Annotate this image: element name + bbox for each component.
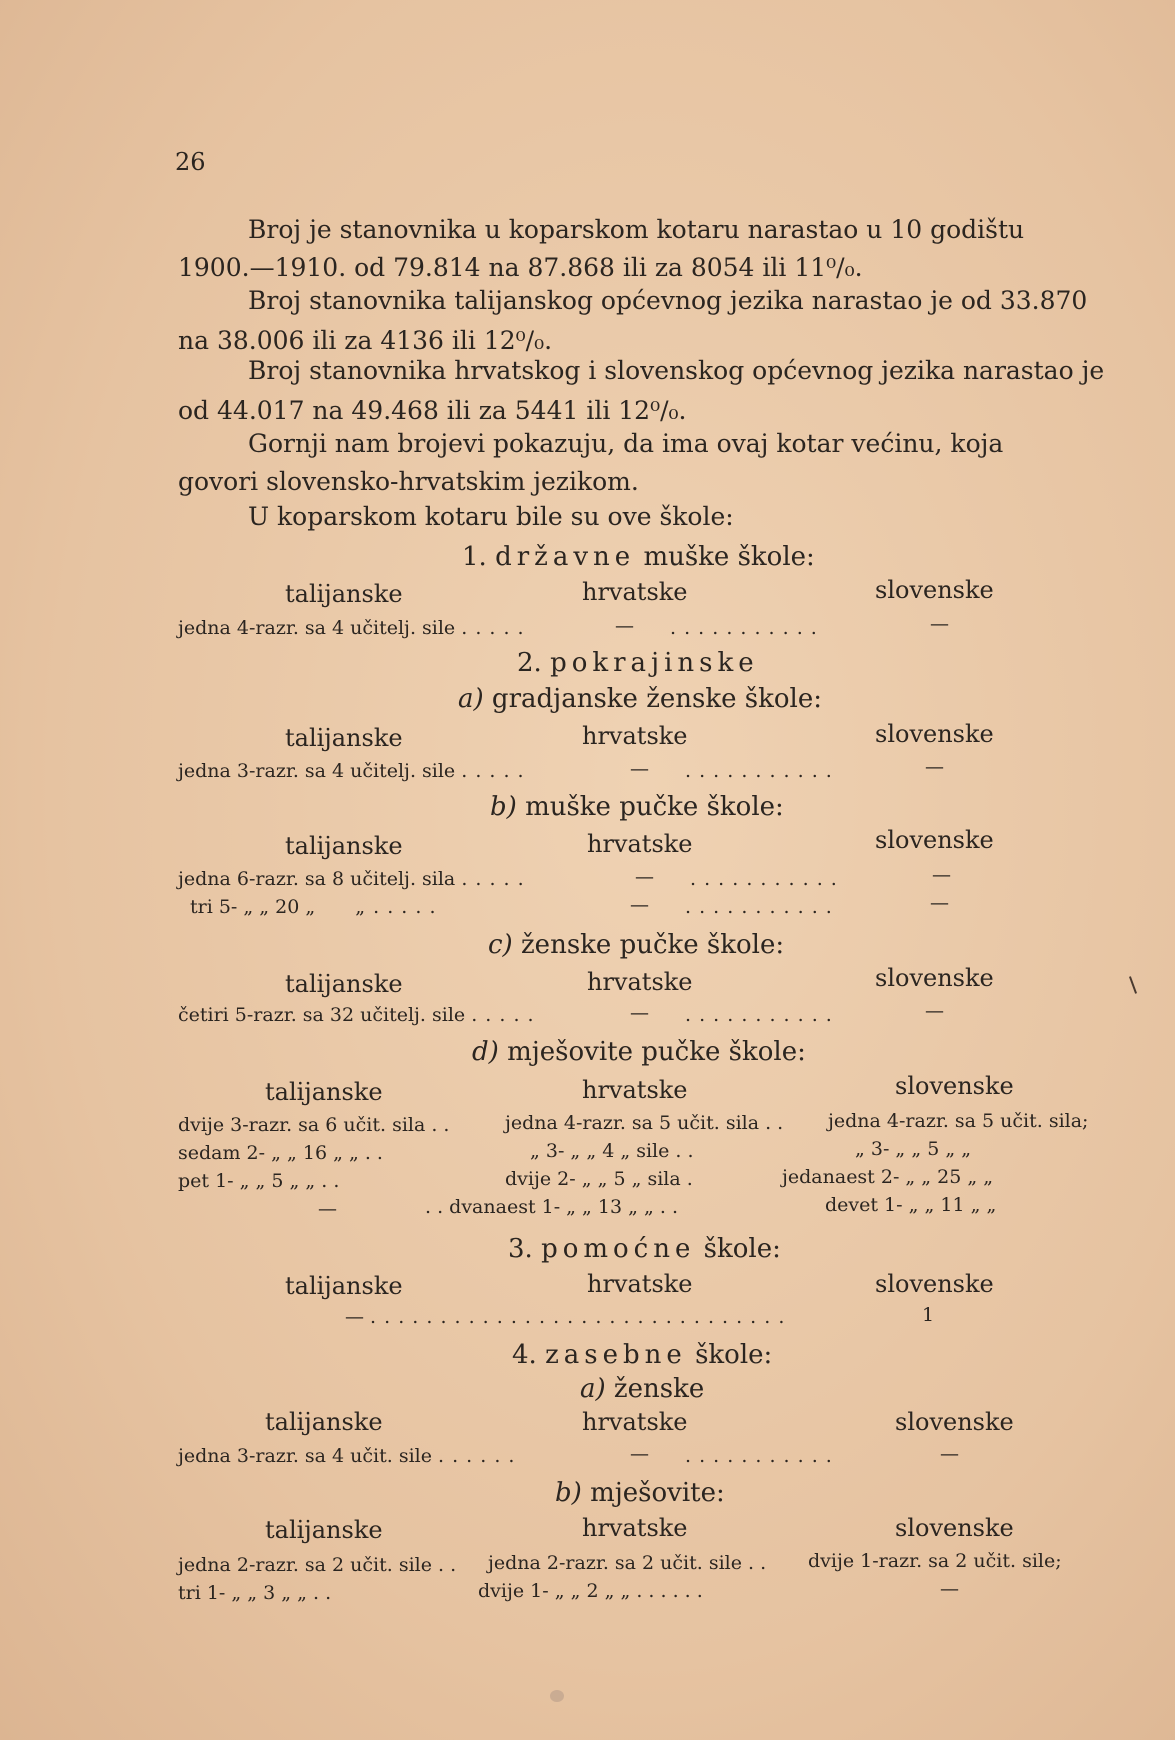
ink-smudge bbox=[550, 1690, 564, 1702]
cell-slovenske: — bbox=[925, 756, 944, 778]
leader-dots: . . . . . . bbox=[438, 1445, 516, 1467]
leader-dots: . . . . . . . . . . . bbox=[685, 1445, 833, 1467]
column-header-talijanske: talijanske bbox=[285, 1272, 403, 1300]
column-header-hrvatske: hrvatske bbox=[582, 1076, 688, 1104]
cell-hrvatske: . . dvanaest 1- „ „ 13 „ „ . . bbox=[425, 1196, 679, 1218]
section-1-number: 1. bbox=[462, 542, 487, 572]
section-4a-heading bbox=[580, 1374, 704, 1404]
section-2d-title: mješovite pučke škole: bbox=[507, 1037, 806, 1067]
cell-hrvatske: — bbox=[635, 866, 654, 888]
cell-talijanske: jedna 6-razr. sa 8 učitelj. sila bbox=[178, 868, 456, 890]
column-header-talijanske: talijanske bbox=[285, 832, 403, 860]
column-header-slovenske: slovenske bbox=[875, 576, 994, 604]
section-4b-title: mješovite: bbox=[590, 1478, 725, 1508]
cell-talijanske: jedna 2-razr. sa 2 učit. sile . . bbox=[178, 1554, 457, 1576]
cell-hrvatske: jedna 4-razr. sa 5 učit. sila . . bbox=[505, 1112, 784, 1134]
cell-slovenske: — bbox=[930, 613, 949, 635]
section-4b-heading bbox=[555, 1478, 725, 1508]
cell-talijanske: — bbox=[345, 1306, 364, 1328]
cell-slovenske: — bbox=[925, 1000, 944, 1022]
cell-hrvatske: — bbox=[630, 894, 649, 916]
paragraph-5: U koparskom kotaru bile su ove škole: bbox=[248, 502, 734, 531]
cell-slovenske: — bbox=[940, 1443, 959, 1465]
leader-dots: . . . . . . . . . . . bbox=[685, 896, 833, 918]
column-header-slovenske: slovenske bbox=[895, 1072, 1014, 1100]
cell-hrvatske: — bbox=[615, 615, 634, 637]
column-header-talijanske: talijanske bbox=[265, 1408, 383, 1436]
section-2c-heading bbox=[488, 930, 784, 960]
column-header-slovenske: slovenske bbox=[875, 720, 994, 748]
section-2d-letter: d) bbox=[472, 1037, 499, 1067]
section-4a-letter: a) bbox=[580, 1374, 606, 1404]
table-row bbox=[345, 1306, 785, 1328]
cell-hrvatske: — bbox=[630, 758, 649, 780]
section-3-title-spaced: pomoćne bbox=[541, 1234, 696, 1264]
section-2-heading bbox=[517, 648, 759, 678]
paragraph-3-line-1: Broj stanovnika hrvatskog i slovenskog općevnog jezika narastao je bbox=[248, 356, 1105, 385]
cell-hrvatske: — bbox=[630, 1443, 649, 1465]
cell-slovenske: „ 3- „ „ 5 „ „ bbox=[855, 1138, 972, 1160]
column-header-talijanske: talijanske bbox=[265, 1516, 383, 1544]
page-number: 26 bbox=[175, 148, 206, 176]
table-row bbox=[178, 760, 525, 782]
column-header-slovenske: slovenske bbox=[895, 1514, 1014, 1542]
cell-slovenske: 1 bbox=[922, 1304, 935, 1326]
cell-talijanske: tri 1- „ „ 3 „ „ . . bbox=[178, 1582, 332, 1604]
column-header-slovenske: slovenske bbox=[875, 1270, 994, 1298]
leader-dots: . . . . . . . . . . . . . . . . . . . . . . . . . . . . . . bbox=[370, 1306, 786, 1328]
leader-dots: . . . . . bbox=[461, 760, 525, 782]
table-row bbox=[178, 868, 525, 890]
paragraph-1-line-2: 1900.—1910. od 79.814 na 87.868 ili za 8054 ili 11⁰/₀. bbox=[178, 253, 863, 282]
section-3-title-rest: škole: bbox=[703, 1234, 781, 1264]
paragraph-1-line-1: Broj je stanovnika u koparskom kotaru narastao u 10 godištu bbox=[248, 215, 1025, 244]
cell-talijanske: sedam 2- „ „ 16 „ „ . . bbox=[178, 1142, 383, 1164]
cell-talijanske: četiri 5-razr. sa 32 učitelj. sile bbox=[178, 1004, 466, 1026]
cell-slovenske: — bbox=[932, 864, 951, 886]
table-row bbox=[178, 1004, 535, 1026]
section-3-heading bbox=[508, 1234, 781, 1264]
section-2a-title: gradjanske ženske škole: bbox=[491, 684, 822, 714]
cell-talijanske: jedna 3-razr. sa 4 učitelj. sile bbox=[178, 760, 456, 782]
section-2d-heading bbox=[472, 1037, 806, 1067]
table-row bbox=[190, 896, 437, 918]
column-header-hrvatske: hrvatske bbox=[582, 578, 688, 606]
column-header-hrvatske: hrvatske bbox=[587, 830, 693, 858]
cell-slovenske: jedanaest 2- „ „ 25 „ „ bbox=[782, 1166, 994, 1188]
section-2a-letter: a) bbox=[458, 684, 484, 714]
cell-talijanske: tri 5- „ „ 20 „ bbox=[190, 896, 316, 918]
section-2-number: 2. bbox=[517, 648, 542, 678]
leader-dots: . . . . . bbox=[471, 1004, 535, 1026]
paragraph-4-line-2: govori slovensko-hrvatskim jezikom. bbox=[178, 467, 639, 496]
paragraph-2-line-1: Broj stanovnika talijanskog općevnog jezika narastao je od 33.870 bbox=[248, 286, 1088, 315]
column-header-slovenske: slovenske bbox=[875, 964, 994, 992]
cell-slovenske: jedna 4-razr. sa 5 učit. sila; bbox=[828, 1110, 1089, 1132]
paragraph-3-line-2: od 44.017 na 49.468 ili za 5441 ili 12⁰/₀. bbox=[178, 396, 687, 425]
column-header-slovenske: slovenske bbox=[875, 826, 994, 854]
section-2a-heading bbox=[458, 684, 822, 714]
cell-talijanske: pet 1- „ „ 5 „ „ . . bbox=[178, 1170, 340, 1192]
column-header-talijanske: talijanske bbox=[285, 580, 403, 608]
cell-talijanske: — bbox=[318, 1198, 337, 1220]
cell-hrvatske: dvije 1- „ „ 2 „ „ . . . . . . bbox=[478, 1580, 703, 1602]
margin-mark bbox=[1129, 976, 1137, 994]
cell-talijanske: jedna 4-razr. sa 4 učitelj. sile bbox=[178, 617, 456, 639]
section-4-title-spaced: zasebne bbox=[545, 1340, 687, 1370]
leader-dots: . . . . . . . . . . . bbox=[670, 617, 818, 639]
column-header-talijanske: talijanske bbox=[285, 724, 403, 752]
column-header-talijanske: talijanske bbox=[285, 970, 403, 998]
section-2b-title: muške pučke škole: bbox=[525, 792, 784, 822]
cell-hrvatske: jedna 2-razr. sa 2 učit. sile . . bbox=[488, 1552, 767, 1574]
column-header-slovenske: slovenske bbox=[895, 1408, 1014, 1436]
column-header-hrvatske: hrvatske bbox=[582, 1408, 688, 1436]
column-header-hrvatske: hrvatske bbox=[582, 722, 688, 750]
section-2c-title: ženske pučke škole: bbox=[520, 930, 785, 960]
cell-slovenske: — bbox=[940, 1578, 959, 1600]
column-header-hrvatske: hrvatske bbox=[587, 968, 693, 996]
leader-dots: . . . . . bbox=[461, 868, 525, 890]
cell-slovenske: dvije 1-razr. sa 2 učit. sile; bbox=[808, 1550, 1062, 1572]
table-row bbox=[178, 1445, 515, 1467]
section-4-number: 4. bbox=[512, 1340, 537, 1370]
section-2c-letter: c) bbox=[488, 930, 513, 960]
table-row bbox=[178, 617, 525, 639]
section-4b-letter: b) bbox=[555, 1478, 582, 1508]
cell-hrvatske: — bbox=[630, 1002, 649, 1024]
column-header-talijanske: talijanske bbox=[265, 1078, 383, 1106]
column-header-hrvatske: hrvatske bbox=[582, 1514, 688, 1542]
section-4a-title: ženske bbox=[613, 1374, 705, 1404]
section-1-title-rest: muške škole: bbox=[643, 542, 815, 572]
column-header-hrvatske: hrvatske bbox=[587, 1270, 693, 1298]
leader-dots: . . . . . . . . . . . bbox=[690, 868, 838, 890]
paragraph-4-line-1: Gornji nam brojevi pokazuju, da ima ovaj kotar većinu, koja bbox=[248, 429, 1004, 458]
section-1-title-spaced: državne bbox=[495, 542, 636, 572]
cell-hrvatske: „ 3- „ „ 4 „ sile . . bbox=[530, 1140, 694, 1162]
section-4-heading bbox=[512, 1340, 772, 1370]
leader-dots: „ . . . . . bbox=[355, 896, 437, 918]
section-1-heading bbox=[462, 542, 815, 572]
cell-hrvatske: dvije 2- „ „ 5 „ sila . bbox=[505, 1168, 693, 1190]
section-2b-heading bbox=[490, 792, 784, 822]
section-2-title-spaced: pokrajinske bbox=[550, 648, 759, 678]
cell-slovenske: — bbox=[930, 892, 949, 914]
leader-dots: . . . . . . . . . . . bbox=[685, 760, 833, 782]
cell-talijanske: dvije 3-razr. sa 6 učit. sila . . bbox=[178, 1114, 450, 1136]
section-4-title-rest: škole: bbox=[695, 1340, 773, 1370]
cell-talijanske: jedna 3-razr. sa 4 učit. sile bbox=[178, 1445, 432, 1467]
cell-slovenske: devet 1- „ „ 11 „ „ bbox=[825, 1194, 997, 1216]
paragraph-2-line-2: na 38.006 ili za 4136 ili 12⁰/₀. bbox=[178, 326, 553, 355]
section-3-number: 3. bbox=[508, 1234, 533, 1264]
leader-dots: . . . . . . . . . . . bbox=[685, 1004, 833, 1026]
section-2b-letter: b) bbox=[490, 792, 517, 822]
leader-dots: . . . . . bbox=[461, 617, 525, 639]
